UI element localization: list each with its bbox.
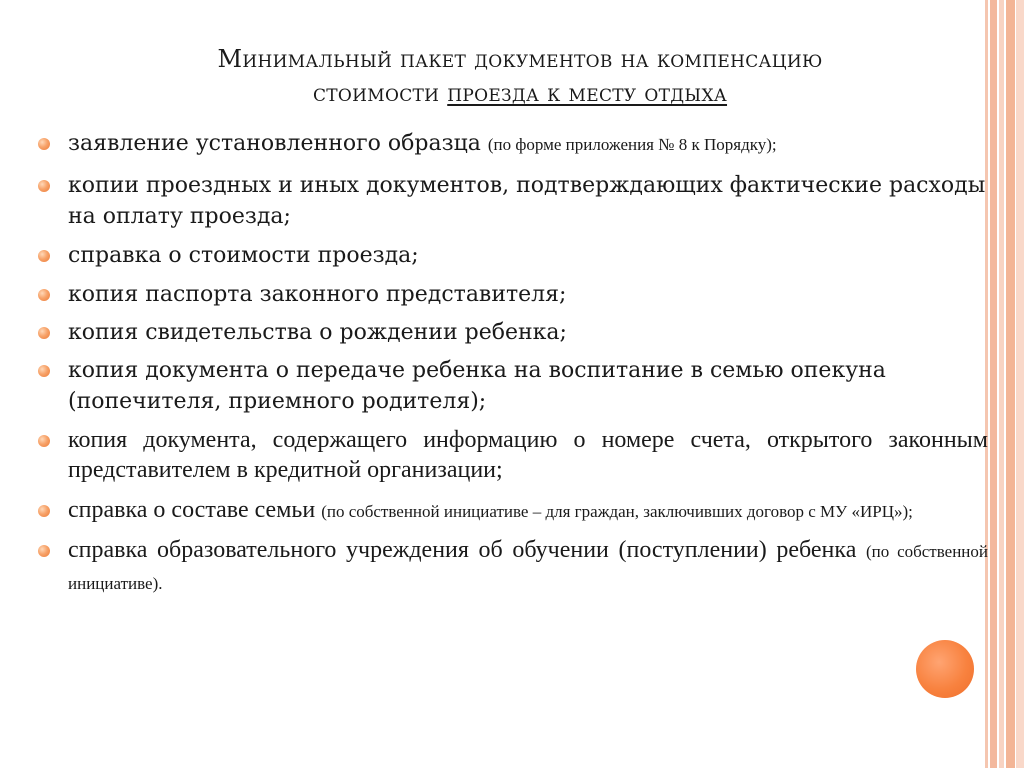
bullet-icon xyxy=(38,505,50,517)
list-item-text: заявление установленного образца xyxy=(68,131,488,156)
slide-title xyxy=(60,42,980,110)
bullet-icon xyxy=(38,435,50,447)
list-item-note: (по форме приложения № 8 к Порядку); xyxy=(487,135,777,154)
list-item-text: справка о составе семьи xyxy=(68,497,322,523)
list-item xyxy=(38,535,988,599)
list-item-note: (по собственной инициативе – для граждан, заключивших договор с МУ «ИРЦ»); xyxy=(321,502,913,521)
list-item xyxy=(38,425,988,485)
orange-circle-decoration xyxy=(916,640,974,698)
list-item xyxy=(38,355,988,417)
bullet-icon xyxy=(38,365,50,377)
bullet-icon xyxy=(38,250,50,262)
list-item xyxy=(38,128,988,160)
list-item-text: справка образовательного учреждения об обучении (поступлении) ребенка xyxy=(68,537,866,563)
document-list xyxy=(38,128,988,599)
decorative-stripe xyxy=(990,0,997,768)
bullet-icon xyxy=(38,327,50,339)
list-item xyxy=(38,279,988,310)
list-item-text: копия документа, содержащего информацию о номере счета, открытого законным представителем в кредитной организации; xyxy=(68,427,988,483)
title-line-2-underlined: проезда к месту отдыха xyxy=(447,79,728,107)
title-line-2 xyxy=(60,76,980,110)
list-item xyxy=(38,170,988,232)
bullet-icon xyxy=(38,180,50,192)
title-line-2-start: стоимости xyxy=(312,79,448,107)
list-item-text: копия паспорта законного представителя; xyxy=(68,282,567,307)
decorative-stripe xyxy=(999,0,1004,768)
list-item-text: справка о стоимости проезда; xyxy=(68,243,419,268)
list-item xyxy=(38,240,988,271)
bullet-icon xyxy=(38,138,50,150)
list-item xyxy=(38,317,988,348)
decorative-stripe xyxy=(1006,0,1015,768)
bullet-icon xyxy=(38,289,50,301)
decorative-stripe xyxy=(1016,0,1024,768)
list-item-text: копия свидетельства о рождении ребенка; xyxy=(68,320,567,345)
list-item-text: копия документа о передаче ребенка на воспитание в семью опекуна (попечителя, приемного родителя); xyxy=(68,358,886,414)
bullet-icon xyxy=(38,545,50,557)
list-item-text: копии проездных и иных документов, подтверждающих фактические расходы на оплату проезда; xyxy=(68,173,986,229)
list-item xyxy=(38,495,988,527)
list-item-note: (по собственной инициативе). xyxy=(68,542,988,593)
title-line-1: Минимальный пакет документов на компенсацию xyxy=(217,45,823,73)
